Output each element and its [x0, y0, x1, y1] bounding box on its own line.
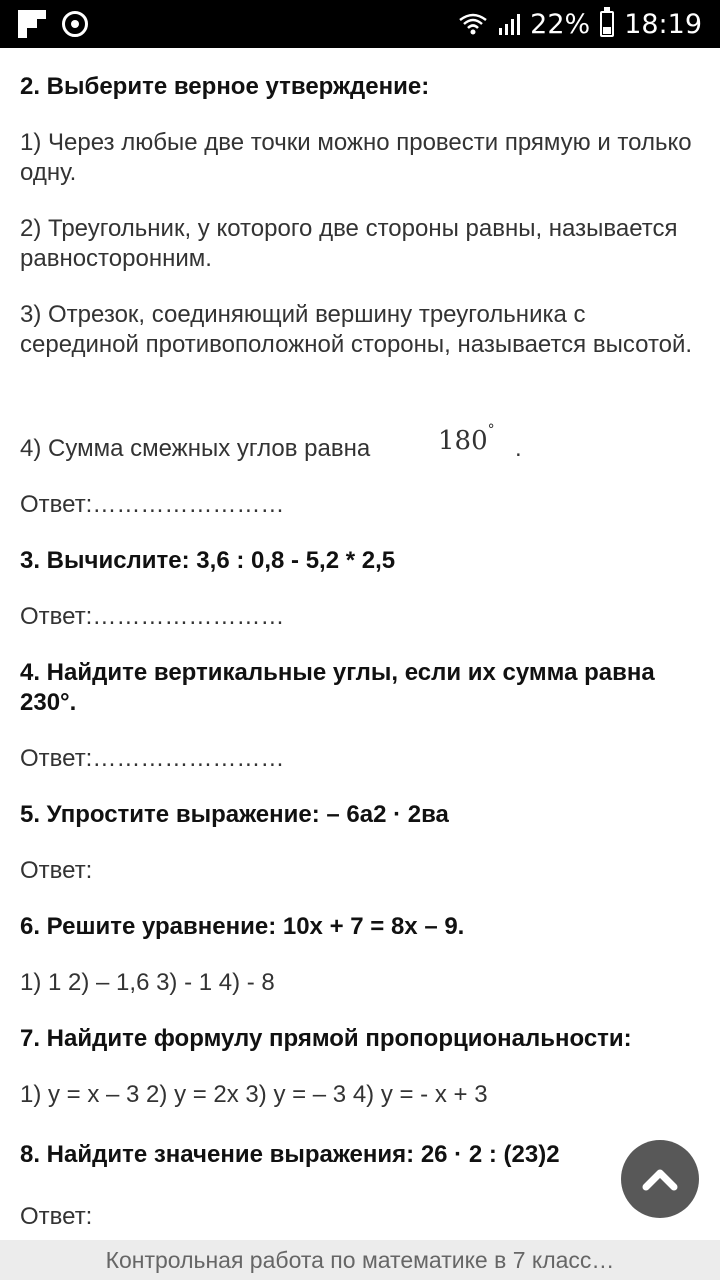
scroll-to-top-button[interactable]: [621, 1140, 699, 1218]
sync-icon: [62, 11, 88, 37]
degree-sign: °: [487, 422, 495, 438]
battery-icon: [600, 11, 614, 37]
answer-line-2: Ответ:……………………: [20, 491, 285, 518]
question-6-options: 1) 1 2) – 1,6 3) - 1 4) - 8: [20, 969, 275, 996]
question-6-title: 6. Решите уравнение: 10x + 7 = 8x – 9.: [20, 913, 465, 940]
chevron-up-icon: [640, 1165, 680, 1193]
question-8-title: 8. Найдите значение выражения: 26 · 2 : (23)2: [20, 1141, 560, 1168]
question-2-option-3: 3) Отрезок, соединяющий вершину треугольника с серединой противоположной стороны, называется высотой.: [20, 301, 693, 358]
question-7-options: 1) y = x – 3 2) y = 2x 3) y = – 3 4) y = - x + 3: [20, 1081, 488, 1108]
angle-180-image: [438, 422, 495, 456]
question-5-title: 5. Упростите выражение: – 6а2 · 2ва: [20, 801, 449, 828]
question-2-option-2: 2) Треугольник, у которого две стороны равны, называется равносторонним.: [20, 215, 678, 272]
signal-icon: [498, 12, 520, 36]
page-title: Контрольная работа по математике в 7 класс…: [105, 1246, 615, 1273]
bottom-title-bar[interactable]: [0, 1240, 720, 1280]
question-4-title: 4. Найдите вертикальные углы, если их сумма равна 230°.: [20, 659, 655, 716]
question-2-option-4-period: .: [515, 435, 522, 462]
answer-line-8: Ответ:: [20, 1203, 93, 1230]
question-2-title: 2. Выберите верное утверждение:: [20, 73, 430, 100]
clock: 18:19: [624, 8, 702, 40]
question-2-option-1: 1) Через любые две точки можно провести прямую и только одну.: [20, 129, 692, 186]
battery-percent: 22%: [530, 8, 591, 40]
question-7-title: 7. Найдите формулу прямой пропорциональности:: [20, 1025, 632, 1052]
flipboard-icon: [18, 10, 46, 38]
answer-line-5: Ответ:: [20, 857, 93, 884]
answer-line-3: Ответ:……………………: [20, 603, 285, 630]
question-2-option-4: 4) Сумма смежных углов равна: [20, 435, 371, 462]
question-3-title: 3. Вычислите: 3,6 : 0,8 - 5,2 * 2,5: [20, 547, 396, 574]
status-bar: [0, 0, 720, 48]
angle-value: 180: [438, 426, 488, 456]
answer-line-4: Ответ:……………………: [20, 745, 285, 772]
wifi-icon: [458, 12, 488, 36]
